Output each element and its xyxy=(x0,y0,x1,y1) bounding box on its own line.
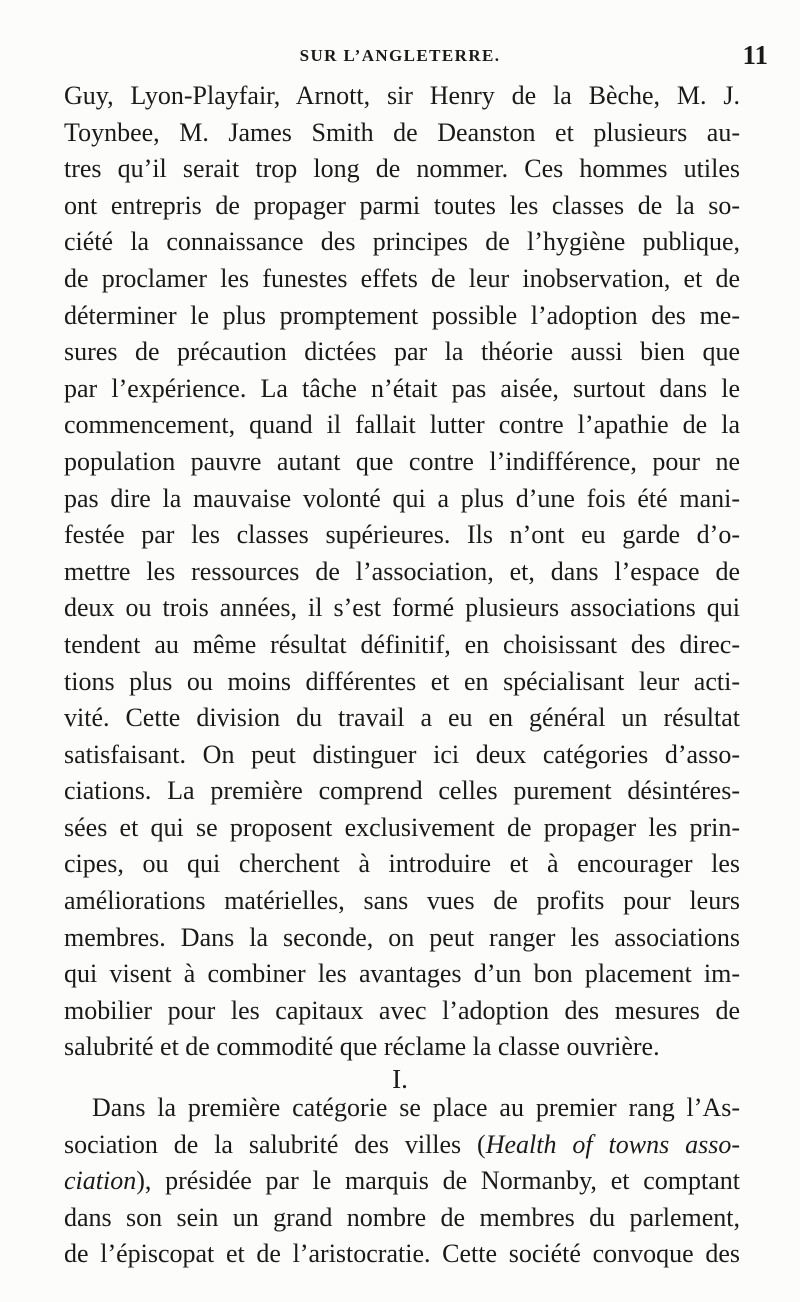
text-line: vité. Cette division du travail a eu en général un résultat xyxy=(64,703,740,733)
italic-title: Health of towns asso- xyxy=(485,1129,740,1159)
text-line: salubrité et de commodité que réclame la classe ouvrière. xyxy=(64,1032,660,1062)
text-line: cipes, ou qui cherchent à introduire et à encourager les xyxy=(64,849,740,879)
text-line xyxy=(64,1163,740,1200)
running-head xyxy=(0,40,800,70)
text-line xyxy=(64,1127,740,1164)
section-number: I. xyxy=(392,1064,408,1094)
text-line: sures de précaution dictées par la théorie aussi bien que xyxy=(64,337,740,367)
running-title: SUR L’ANGLETERRE. xyxy=(299,46,501,65)
text-line: dans son sein un grand nombre de membres du parlement, xyxy=(64,1202,740,1232)
text-line: Dans la première catégorie se place au premier rang l’As- xyxy=(92,1093,740,1122)
text-line: déterminer le plus promptement possible l’adoption des me- xyxy=(64,300,740,330)
page-number: 11 xyxy=(742,40,768,70)
paragraph-2 xyxy=(64,1090,740,1273)
text-line: améliorations matérielles, sans vues de profits pour leurs xyxy=(64,886,740,916)
text-fragment: ), présidée par le marquis de Normanby, et comptant xyxy=(136,1166,740,1196)
text-line: commencement, quand il fallait lutter contre l’apathie de la xyxy=(64,410,740,440)
text-line: qui visent à combiner les avantages d’un bon placement im- xyxy=(64,959,740,989)
text-line: de l’épiscopat et de l’aristocratie. Cette société convoque des xyxy=(64,1239,740,1269)
text-line: membres. Dans la seconde, on peut ranger les associations xyxy=(64,922,740,952)
text-line: ont entrepris de propager parmi toutes les classes de la so- xyxy=(64,190,740,220)
text-line: tres qu’il serait trop long de nommer. Ces hommes utiles xyxy=(64,154,740,184)
text-line: satisfaisant. On peut distinguer ici deux catégories d’asso- xyxy=(64,739,740,769)
text-line: tendent au même résultat définitif, en choisissant des direc- xyxy=(64,629,740,659)
text-line: deux ou trois années, il s’est formé plusieurs associations qui xyxy=(64,593,740,623)
text-line: mobilier pour les capitaux avec l’adoption des mesures de xyxy=(64,995,740,1025)
text-line: tions plus ou moins différentes et en spécialisant leur acti- xyxy=(64,666,740,696)
italic-title: ciation xyxy=(64,1166,137,1196)
text-line: population pauvre autant que contre l’indifférence, pour ne xyxy=(64,446,740,476)
text-line: Toynbee, M. James Smith de Deanston et plusieurs au- xyxy=(64,117,740,147)
text-line: sées et qui se proposent exclusivement de propager les prin- xyxy=(64,812,740,842)
text-line: ciété la connaissance des principes de l’hygiène publique, xyxy=(64,227,740,257)
text-line: par l’expérience. La tâche n’était pas aisée, surtout dans le xyxy=(64,373,740,403)
text-line: mettre les ressources de l’association, et, dans l’espace de xyxy=(64,556,740,586)
paragraph-1 xyxy=(64,78,740,1066)
text-line: pas dire la mauvaise volonté qui a plus d’une fois été mani- xyxy=(64,483,740,513)
text-line: festée par les classes supérieures. Ils n’ont eu garde d’o- xyxy=(64,520,740,550)
text-line: ciations. La première comprend celles purement désintéres- xyxy=(64,776,740,806)
text-line: de proclamer les funestes effets de leur inobservation, et de xyxy=(64,263,740,293)
text-line: Guy, Lyon-Playfair, Arnott, sir Henry de la Bèche, M. J. xyxy=(64,81,740,110)
text-fragment: sociation de la salubrité des villes ( xyxy=(64,1129,486,1159)
